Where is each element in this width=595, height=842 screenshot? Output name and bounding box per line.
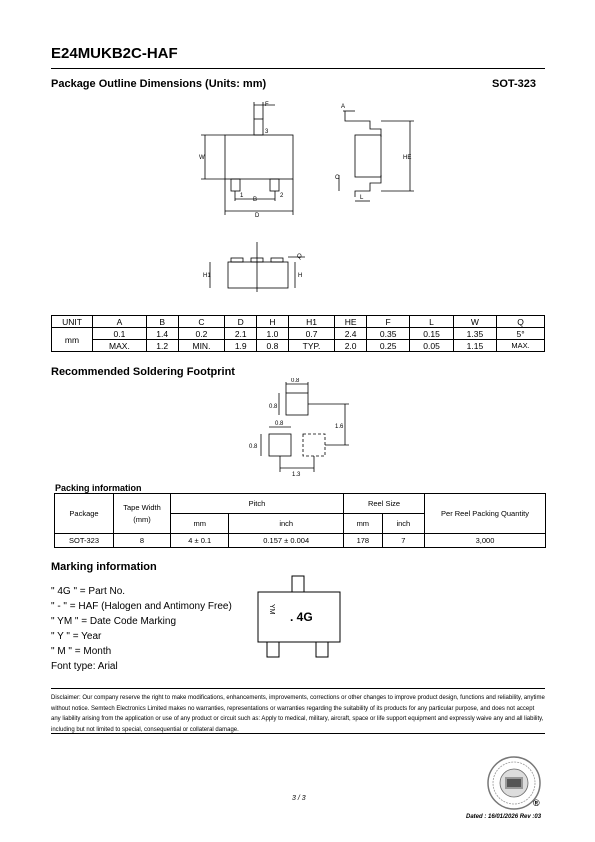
label-pin2: 2 xyxy=(280,193,284,199)
label-A: A xyxy=(341,104,346,110)
fp-label-width-top: 0.8 xyxy=(291,378,300,384)
packing-heading: Packing information xyxy=(55,483,142,493)
package-name: SOT-323 xyxy=(492,78,537,90)
dim-header: F xyxy=(366,316,409,328)
dim-unit: mm xyxy=(52,328,93,352)
outline-heading: Package Outline Dimensions (Units: mm) xyxy=(51,78,267,90)
side-view-body xyxy=(355,135,381,177)
marking-heading: Marking information xyxy=(51,561,157,573)
dim-cell: 0.8 xyxy=(257,340,289,352)
dim-cell: 0.7 xyxy=(288,328,334,340)
pad-top xyxy=(286,393,308,415)
pk-cell: 0.157 ± 0.004 xyxy=(229,534,344,548)
pk-sub: mm xyxy=(171,514,229,534)
package-outline-drawing xyxy=(195,97,425,302)
marking-line: " 4G " = Part No. xyxy=(51,586,126,597)
dim-header: H xyxy=(257,316,289,328)
dim-header: L xyxy=(410,316,453,328)
marking-line: " - " = HAF (Halogen and Antimony Free) xyxy=(51,601,232,612)
title-rule xyxy=(51,68,545,69)
dim-header: H1 xyxy=(288,316,334,328)
dim-header: B xyxy=(146,316,178,328)
pk-cell: 4 ± 0.1 xyxy=(171,534,229,548)
dim-cell: 1.9 xyxy=(225,340,257,352)
dim-cell: 1.4 xyxy=(146,328,178,340)
pk-col-qty: Per Reel Packing Quantity xyxy=(425,494,546,534)
registered-mark: ® xyxy=(533,798,540,808)
label-C: C xyxy=(335,175,340,181)
dim-cell: 2.0 xyxy=(335,340,367,352)
pad-right xyxy=(303,434,325,456)
dated-revision: Dated : 16/01/2026 Rev :03 xyxy=(466,814,542,820)
label-W: W xyxy=(199,155,205,161)
pk-col-pitch: Pitch xyxy=(171,494,344,514)
pk-cell: 7 xyxy=(382,534,424,548)
label-L: L xyxy=(360,195,364,201)
pk-sub: inch xyxy=(382,514,424,534)
pk-cell: SOT-323 xyxy=(55,534,114,548)
dim-cell: 1.2 xyxy=(146,340,178,352)
marking-line: Font type: Arial xyxy=(51,661,118,672)
label-F: F xyxy=(265,102,269,108)
pk-cell: 8 xyxy=(114,534,171,548)
top-view-pin3 xyxy=(254,119,263,135)
dim-cell: 1.0 xyxy=(257,328,289,340)
fp-label-pitch-vertical: 1.6 xyxy=(335,424,344,430)
label-H: H xyxy=(298,273,303,279)
top-view-pin2 xyxy=(270,179,279,191)
label-HE: HE xyxy=(403,155,412,161)
dim-cell: MAX. xyxy=(497,340,545,352)
fp-label-height-left: 0.8 xyxy=(249,444,258,450)
fp-label-height-top: 0.8 xyxy=(269,404,278,410)
marking-line: " Y " = Year xyxy=(51,631,102,642)
dim-cell: 0.35 xyxy=(366,328,409,340)
dim-cell: 5° xyxy=(497,328,545,340)
document-title: E24MUKB2C-HAF xyxy=(51,45,178,62)
dimension-table xyxy=(51,315,545,352)
dim-header: D xyxy=(225,316,257,328)
footprint-drawing xyxy=(245,378,355,478)
label-pin3: 3 xyxy=(265,129,269,135)
dim-cell: MAX. xyxy=(93,340,147,352)
disclaimer-rule-bottom xyxy=(51,733,545,734)
dim-cell: 1.15 xyxy=(453,340,496,352)
top-view-body xyxy=(225,135,293,179)
label-H1: H1 xyxy=(203,273,211,279)
marking-chip-drawing xyxy=(250,572,350,664)
chip-date-code: YM xyxy=(268,604,275,615)
chip-code: . 4G xyxy=(290,610,313,624)
dim-cell: 0.2 xyxy=(178,328,225,340)
dim-header: UNIT xyxy=(52,316,93,328)
dim-header: Q xyxy=(497,316,545,328)
pk-cell: 3,000 xyxy=(425,534,546,548)
pk-sub: inch xyxy=(229,514,344,534)
packing-table xyxy=(54,493,546,548)
fp-label-width-left: 0.8 xyxy=(275,421,284,427)
marking-line: " YM " = Date Code Marking xyxy=(51,616,177,627)
chip-pin-right xyxy=(316,642,328,657)
fp-label-pitch-horizontal: 1.3 xyxy=(292,472,301,478)
pk-sub: mm xyxy=(343,514,382,534)
page-number: 3 / 3 xyxy=(292,795,306,802)
pk-col-tape: Tape Width (mm) xyxy=(114,494,171,534)
chip-pin-left xyxy=(267,642,279,657)
footprint-heading: Recommended Soldering Footprint xyxy=(51,366,235,378)
label-pin1: 1 xyxy=(240,193,244,199)
dim-header: W xyxy=(453,316,496,328)
dim-cell: 0.25 xyxy=(366,340,409,352)
dim-cell: TYP. xyxy=(288,340,334,352)
dim-cell: 2.4 xyxy=(335,328,367,340)
dim-cell: 0.1 xyxy=(93,328,147,340)
dim-cell: 0.05 xyxy=(410,340,453,352)
pad-left xyxy=(269,434,291,456)
dim-cell: 0.15 xyxy=(410,328,453,340)
dim-header: C xyxy=(178,316,225,328)
label-D: D xyxy=(255,213,260,219)
dim-header: A xyxy=(93,316,147,328)
disclaimer-rule xyxy=(51,688,545,689)
front-view-body xyxy=(228,262,288,288)
dim-header: HE xyxy=(335,316,367,328)
dim-cell: MIN. xyxy=(178,340,225,352)
label-B: B xyxy=(253,197,258,203)
chip-pin-top xyxy=(292,576,304,592)
disclaimer-text: Disclaimer: Our company reserve the right to make modifications, enhancements, improvements, corrections or other changes to improve product design, functions and reliability, anytime without notice. Semtech Electronics Limited makes no warranties, representations or warranties regarding the suitability of its products for any particular purpose, and does not accept any liability arising from the application or use of any product or circuit such as: Apply to medical, military, aircraft, space or life support equipment and expressly waive any and all liability, including but not limited to special, consequential or collateral damage. xyxy=(51,695,545,733)
dim-cell: 1.35 xyxy=(453,328,496,340)
pk-cell: 178 xyxy=(343,534,382,548)
marking-line: " M " = Month xyxy=(51,646,112,657)
top-view-pin1 xyxy=(231,179,240,191)
pk-col-package: Package xyxy=(55,494,114,534)
pk-col-reel: Reel Size xyxy=(343,494,424,514)
dim-cell: 2.1 xyxy=(225,328,257,340)
label-Q: Q xyxy=(297,254,302,260)
